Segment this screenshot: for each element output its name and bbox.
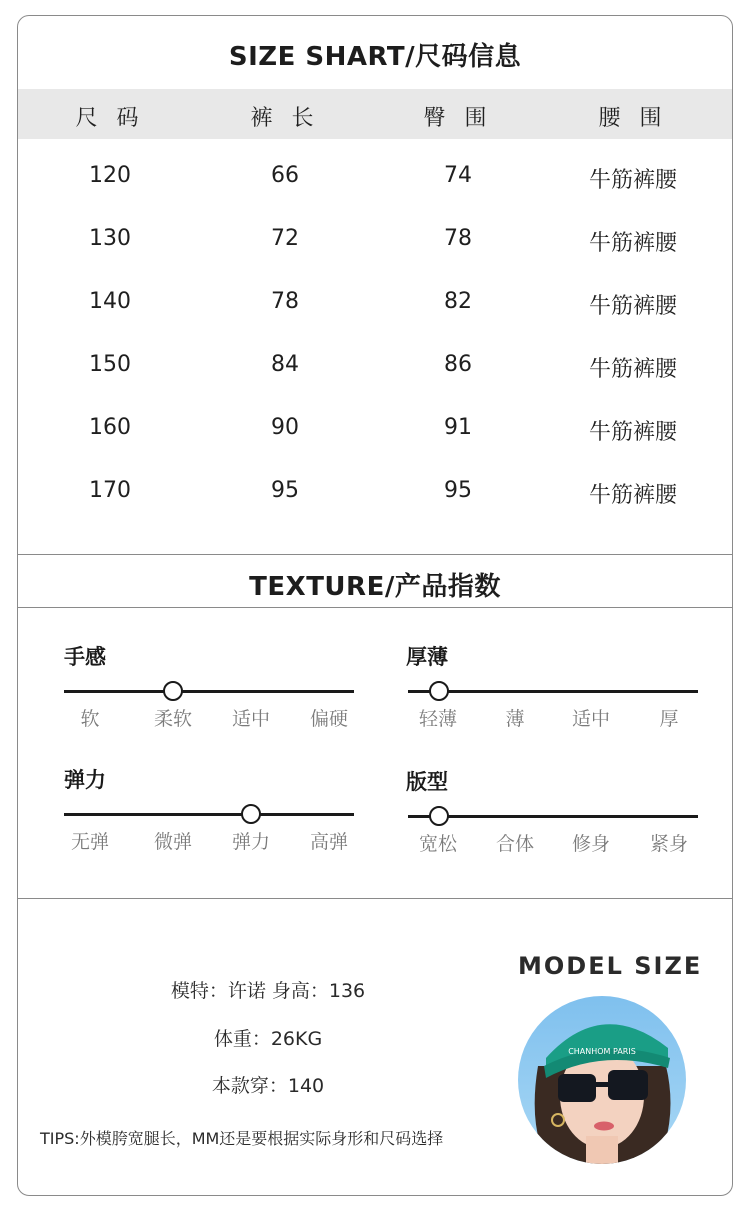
texture-title	[18, 566, 732, 603]
indicator-knob	[163, 681, 183, 701]
divider	[18, 898, 732, 899]
indicator-title: 手感	[64, 645, 106, 669]
cap-logo-text: CHANHOM PARIS	[568, 1047, 636, 1056]
size-table-cell: 90	[271, 415, 299, 440]
size-table-cell: 160	[89, 415, 131, 440]
size-table-cell: 牛筋裤腰	[588, 231, 677, 256]
size-table-header-cell: 臀 围	[423, 106, 493, 131]
indicator-track	[64, 690, 354, 693]
tips-text: TIPS:外模胯宽腿长，MM还是要根据实际身形和尺码选择	[40, 1129, 444, 1148]
indicator-option: 适中	[571, 708, 610, 730]
indicator-option: 高弹	[309, 831, 348, 853]
indicator-title: 版型	[406, 770, 448, 794]
size-card	[17, 15, 733, 1196]
indicator-option: 弹力	[231, 831, 270, 853]
size-table-cell: 牛筋裤腰	[588, 168, 677, 193]
size-table-cell: 78	[271, 289, 299, 314]
size-table-cell: 牛筋裤腰	[588, 294, 677, 319]
size-table-header-cell: 裤 长	[250, 106, 320, 131]
indicator-option: 微弹	[153, 831, 192, 853]
divider	[18, 607, 732, 608]
size-table-cell: 82	[444, 289, 472, 314]
size-table-cell: 66	[271, 163, 299, 188]
indicator-track	[408, 815, 698, 818]
size-table-cell: 牛筋裤腰	[588, 357, 677, 382]
indicator-option: 薄	[505, 708, 525, 730]
indicator-option: 宽松	[418, 833, 457, 855]
indicator-track	[408, 690, 698, 693]
indicator-option: 柔软	[153, 708, 192, 730]
indicator-option: 无弹	[70, 831, 109, 853]
size-table-cell: 95	[444, 478, 472, 503]
indicator-knob	[429, 806, 449, 826]
model-photo	[518, 996, 686, 1164]
size-table-cell: 78	[444, 226, 472, 251]
model-weight: 体重：26KG	[213, 1028, 323, 1050]
divider	[18, 554, 732, 555]
size-table-cell: 86	[444, 352, 472, 377]
size-table-cell: 120	[89, 163, 131, 188]
indicator-knob	[241, 804, 261, 824]
size-table-cell: 91	[444, 415, 472, 440]
model-wears-size: 本款穿：140	[211, 1075, 325, 1097]
indicator-option: 适中	[231, 708, 270, 730]
indicator-title: 厚薄	[406, 645, 448, 669]
size-table-cell: 130	[89, 226, 131, 251]
size-table-cell: 74	[444, 163, 472, 188]
model-size-heading: MODEL SIZE	[518, 952, 703, 980]
texture-title-en: TEXTURE	[249, 572, 385, 602]
texture-title-zh: /产品指数	[384, 572, 501, 602]
size-chart-title	[18, 36, 732, 73]
size-table-cell: 140	[89, 289, 131, 314]
size-chart-title-zh: /尺码信息	[405, 42, 522, 72]
size-table-cell: 170	[89, 478, 131, 503]
indicator-track	[64, 813, 354, 816]
indicator-option: 合体	[495, 833, 534, 855]
size-table-cell: 牛筋裤腰	[588, 420, 677, 445]
indicator-option: 紧身	[649, 833, 688, 855]
size-table-header-cell: 腰 围	[598, 106, 668, 131]
size-chart-title-en: SIZE SHART	[228, 42, 406, 72]
indicator-option: 轻薄	[418, 708, 457, 730]
size-table-cell: 牛筋裤腰	[588, 483, 677, 508]
model-name-height: 模特：许诺 身高：136	[170, 980, 366, 1002]
size-table-cell: 84	[271, 352, 299, 377]
size-table-cell: 150	[89, 352, 131, 377]
size-table-cell: 72	[271, 226, 299, 251]
indicator-knob	[429, 681, 449, 701]
indicator-option: 偏硬	[309, 708, 348, 730]
indicator-option: 厚	[659, 708, 679, 730]
indicator-option: 软	[80, 708, 100, 730]
indicator-title: 弹力	[64, 768, 106, 792]
indicator-option: 修身	[571, 833, 610, 855]
size-table-cell: 95	[271, 478, 299, 503]
size-table-header-cell: 尺 码	[75, 106, 145, 131]
